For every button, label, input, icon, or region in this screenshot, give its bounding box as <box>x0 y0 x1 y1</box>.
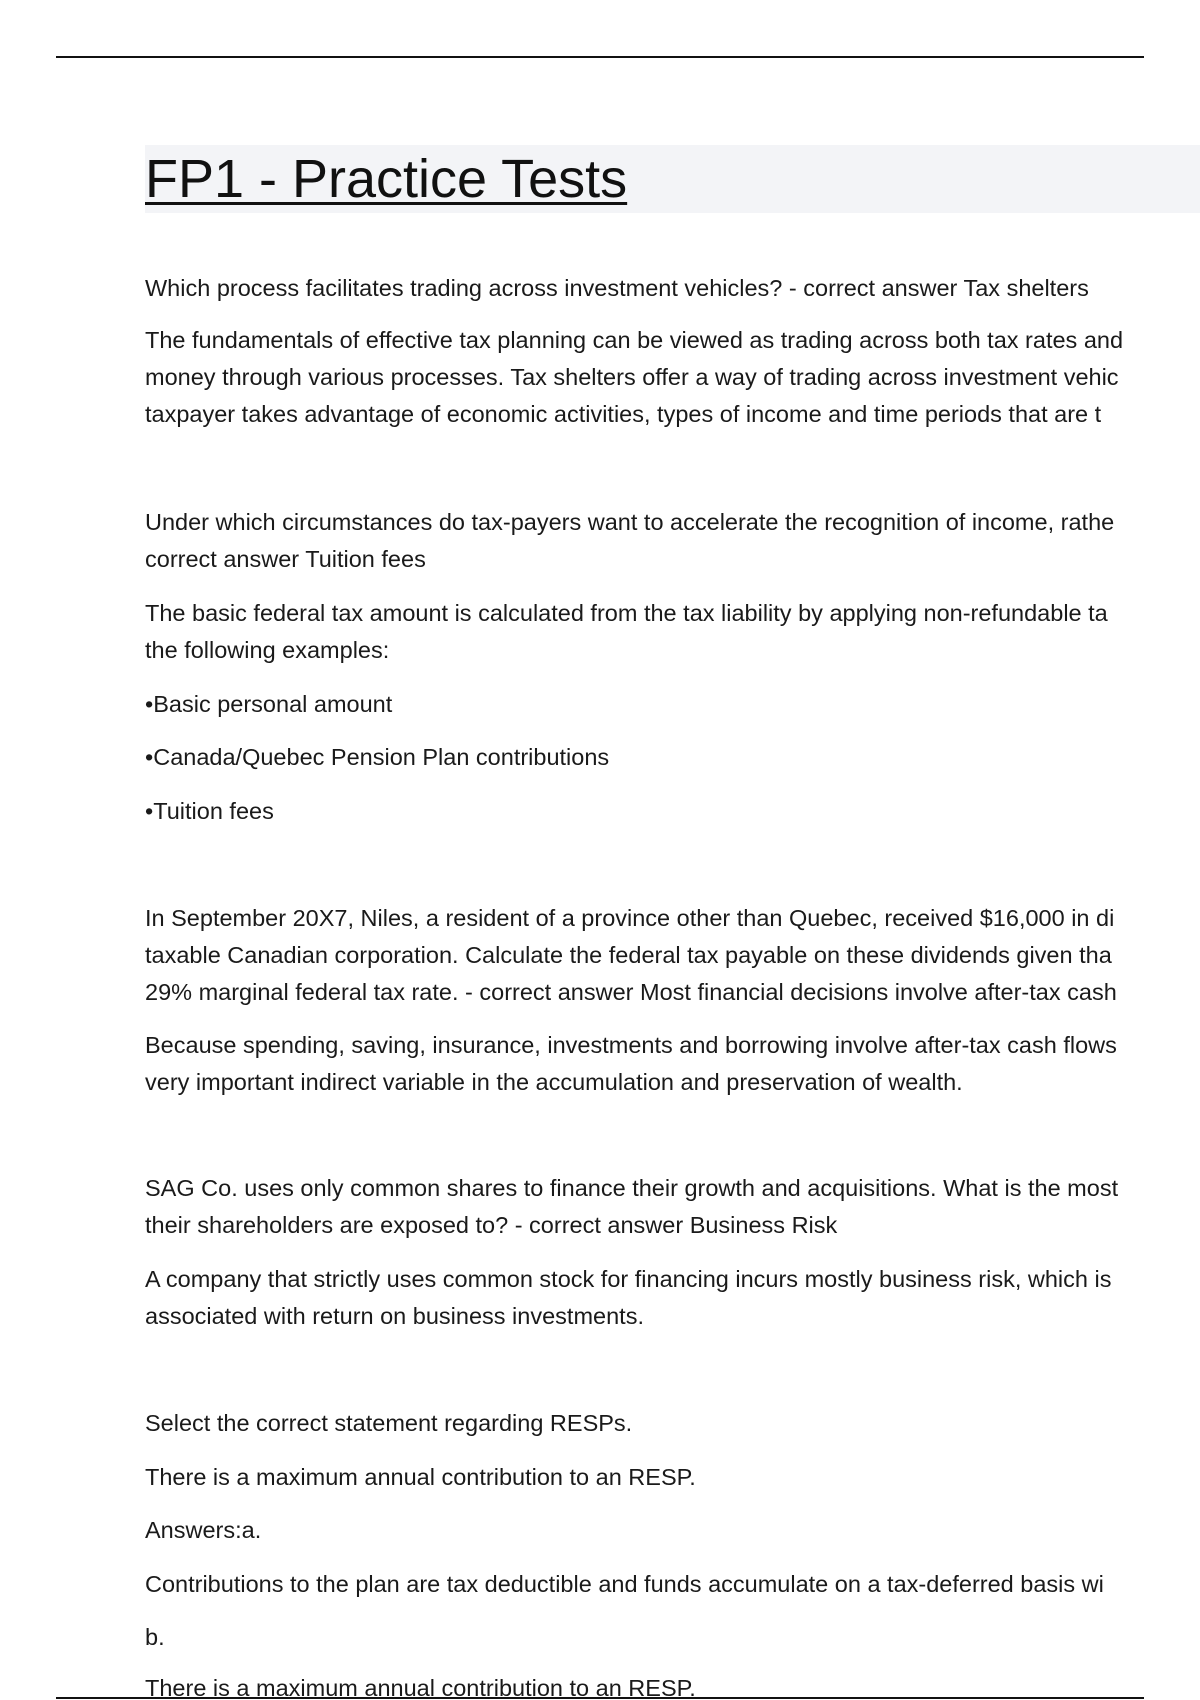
explanation-2-line-1: The basic federal tax amount is calculated from the tax liability by applying non-refundable ta <box>145 600 1108 626</box>
explanation-4-line-2: associated with return on business investments. <box>145 1303 644 1329</box>
question-5-prompt: Select the correct statement regarding RESPs. <box>145 1410 633 1436</box>
answer-option-b-label: b. <box>145 1624 165 1650</box>
answer-option-a-text: Contributions to the plan are tax deductible and funds accumulate on a tax-deferred basis wi <box>145 1571 1104 1597</box>
question-4-line-2: their shareholders are exposed to? - correct answer Business Risk <box>145 1212 838 1238</box>
bullet-item: •Tuition fees <box>145 798 274 824</box>
explanation-4-line-1: A company that strictly uses common stock for financing incurs mostly business risk, which is <box>145 1266 1112 1292</box>
question-2-line-2: correct answer Tuition fees <box>145 546 426 572</box>
explanation-1-line-3: taxpayer takes advantage of economic activities, types of income and time periods that are t <box>145 401 1102 427</box>
document-page <box>145 0 1200 1700</box>
explanation-3-line-2: very important indirect variable in the accumulation and preservation of wealth. <box>145 1069 963 1095</box>
question-1-line-1: Which process facilitates trading across investment vehicles? - correct answer Tax shelters <box>145 275 1089 301</box>
question-3-line-1: In September 20X7, Niles, a resident of a province other than Quebec, received $16,000 in di <box>145 905 1115 931</box>
bullet-item: •Canada/Quebec Pension Plan contributions <box>145 744 610 770</box>
question-5-statement: There is a maximum annual contribution to an RESP. <box>145 1464 696 1490</box>
bullet-item: •Basic personal amount <box>145 691 393 717</box>
answer-option-b-text: There is a maximum annual contribution to an RESP. <box>145 1675 696 1700</box>
question-4-line-1: SAG Co. uses only common shares to finance their growth and acquisitions. What is the most <box>145 1175 1119 1201</box>
explanation-3-line-1: Because spending, saving, insurance, investments and borrowing involve after-tax cash flows <box>145 1032 1117 1058</box>
explanation-1-line-1: The fundamentals of effective tax planning can be viewed as trading across both tax rates and <box>145 327 1124 353</box>
bottom-rule <box>56 1697 1144 1699</box>
explanation-2-line-2: the following examples: <box>145 637 390 663</box>
question-2-line-1: Under which circumstances do tax-payers want to accelerate the recognition of income, rathe <box>145 509 1115 535</box>
question-3-line-3: 29% marginal federal tax rate. - correct answer Most financial decisions involve after-tax cash <box>145 979 1117 1005</box>
answer-option-a-label: Answers:a. <box>145 1517 262 1543</box>
explanation-1-line-2: money through various processes. Tax shelters offer a way of trading across investment vehic <box>145 364 1119 390</box>
question-3-line-2: taxable Canadian corporation. Calculate the federal tax payable on these dividends given tha <box>145 942 1112 968</box>
page-title: FP1 - Practice Tests <box>145 149 628 209</box>
